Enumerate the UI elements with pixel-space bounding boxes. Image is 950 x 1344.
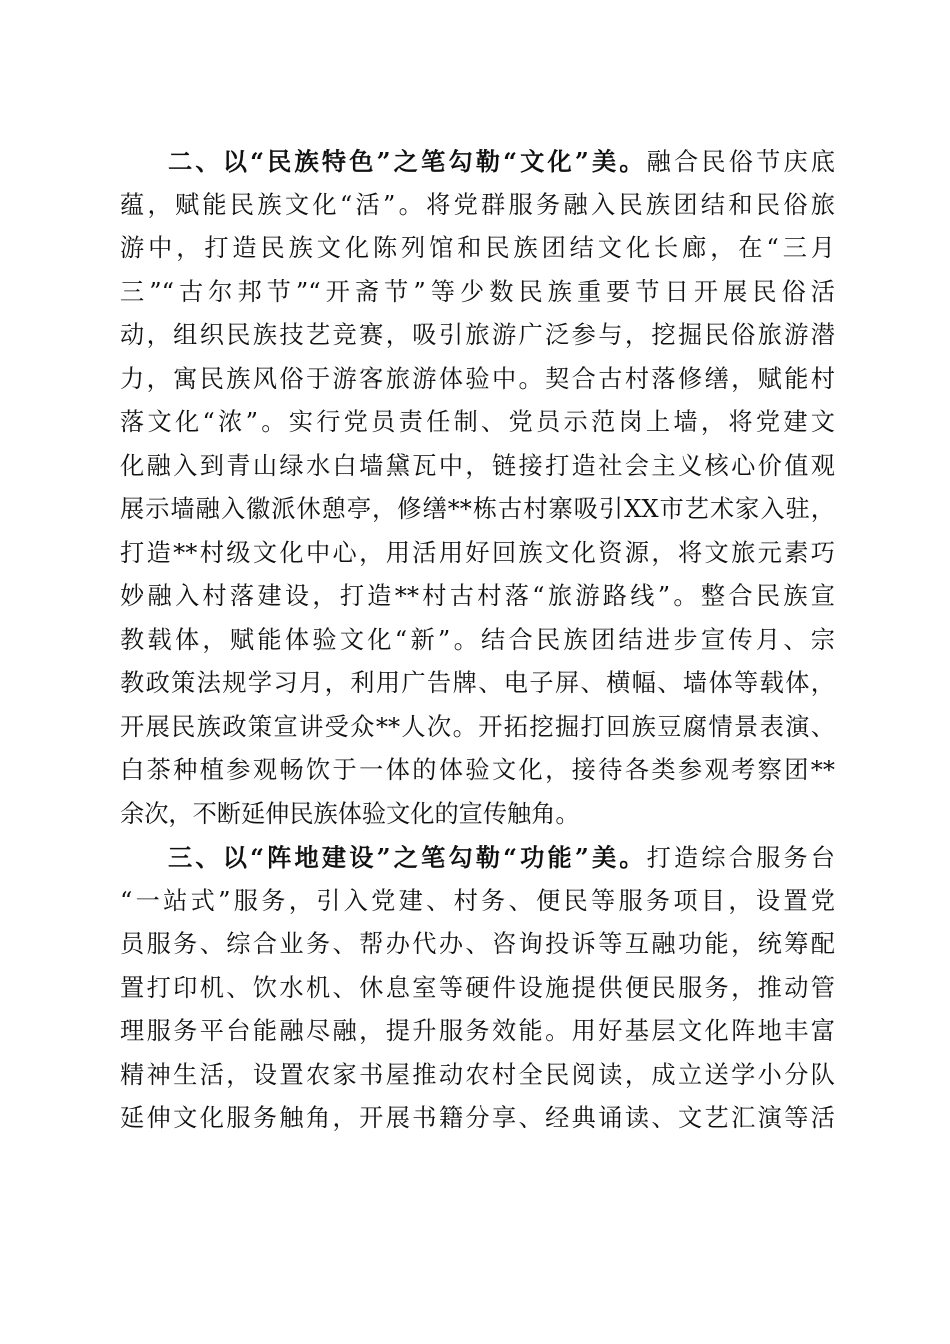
section-2-line: 妙融入村落建设，打造**村古村落“旅游路线”。整合民族宣	[120, 582, 835, 610]
section-2-line: 化融入到青山绿水白墙黛瓦中，链接打造社会主义核心价值观	[120, 451, 835, 480]
section-2-line: 教政策法规学习月，利用广告牌、电子屏、横幅、墙体等载体，	[120, 669, 835, 697]
section-2-heading: 二、以“民族特色”之笔勾勒“文化”美。	[168, 147, 647, 176]
section-2-line: 教载体，赋能体验文化“新”。结合民族团结进步宣传月、宗	[120, 625, 835, 654]
section-2-line: 力，寓民族风俗于游客旅游体验中。契合古村落修缮，赋能村	[120, 364, 835, 393]
section-3-line: 精神生活，设置农家书屋推动农村全民阅读，成立送学小分队	[120, 1060, 835, 1089]
section-2-line: 展示墙融入徽派休憩亭，修缮**栋古村寨吸引XX市艺术家入驻，	[120, 495, 835, 523]
section-2-line: 白茶种植参观畅饮于一体的体验文化，接待各类参观考察团**	[120, 756, 835, 784]
section-3-line: 置打印机、饮水机、休息室等硬件设施提供便民服务，推动管	[120, 973, 835, 1002]
section-2-line: 蕴，赋能民族文化“活”。将党群服务融入民族团结和民俗旅	[120, 190, 835, 219]
section-3-line: 打造综合服务台	[646, 844, 835, 872]
document-page	[120, 140, 835, 1141]
section-3-line: 员服务、综合业务、帮办代办、咨询投诉等互融功能，统筹配	[120, 930, 835, 958]
section-2-line: 落文化“浓”。实行党员责任制、党员示范岗上墙，将党建文	[120, 408, 835, 436]
section-3-first-line	[120, 836, 835, 880]
section-2-line: 融合民俗节庆底	[646, 148, 835, 176]
section-2-line: 余次，不断延伸民族体验文化的宣传触角。	[120, 799, 580, 828]
section-2-first-line	[120, 140, 835, 184]
section-3-line: 延伸文化服务触角，开展书籍分享、经典诵读、文艺汇演等活	[120, 1104, 835, 1132]
section-3-heading: 三、以“阵地建设”之笔勾勒“功能”美。	[168, 843, 647, 872]
section-2-line: 游中，打造民族文化陈列馆和民族团结文化长廊，在“三月	[120, 234, 835, 262]
section-3-line: “一站式”服务，引入党建、村务、便民等服务项目，设置党	[120, 886, 835, 915]
section-3-line: 理服务平台能融尽融，提升服务效能。用好基层文化阵地丰富	[120, 1017, 835, 1045]
section-2-line: 三”“古尔邦节”“开斋节”等少数民族重要节日开展民俗活	[120, 277, 835, 306]
section-2-line: 动，组织民族技艺竞赛，吸引旅游广泛参与，挖掘民俗旅游潜	[120, 321, 835, 349]
section-2-line: 打造**村级文化中心，用活用好回族文化资源，将文旅元素巧	[120, 538, 835, 567]
section-2-line: 开展民族政策宣讲受众**人次。开拓挖掘打回族豆腐情景表演、	[120, 712, 835, 741]
